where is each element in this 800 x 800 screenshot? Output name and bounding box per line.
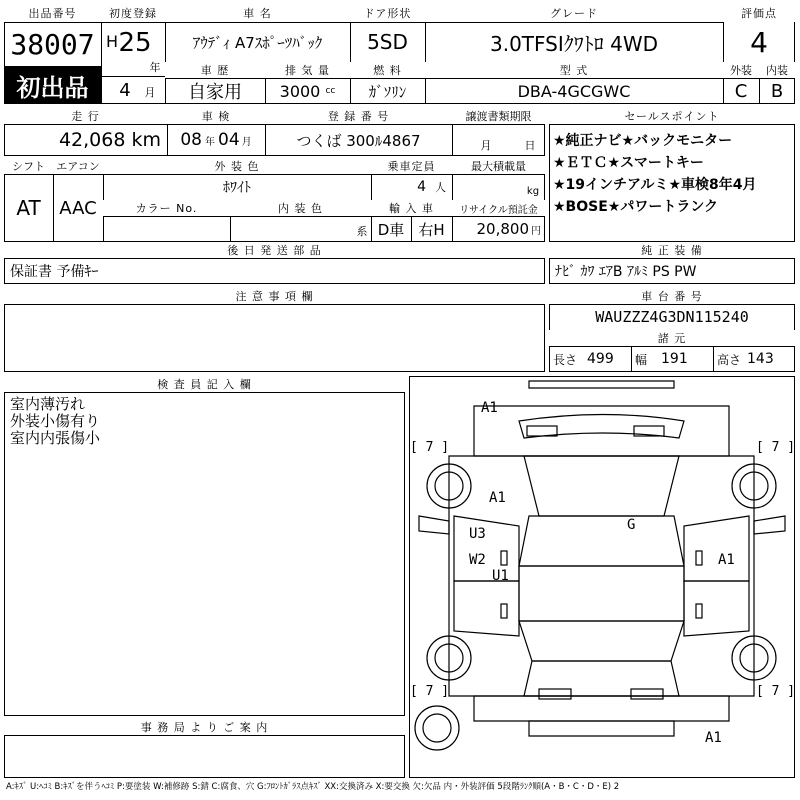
taillight-left [539, 689, 571, 699]
height [713, 346, 795, 372]
left-rear-door [454, 581, 519, 636]
recycle-value: 20,800 [476, 220, 529, 238]
ac: AAC [59, 197, 97, 219]
spare-tire-inner [423, 714, 451, 742]
capacity [371, 174, 452, 200]
tire-tread: [ 7 ] [410, 440, 450, 455]
divider [4, 735, 405, 736]
grade-label: グレード [425, 4, 723, 22]
chassis-number: WAUZZZ4G3DN115240 [595, 308, 749, 326]
recycle-unit: 円 [531, 225, 541, 237]
history-label: 車 歴 [165, 62, 265, 78]
height-value: 143 [747, 351, 774, 367]
fuel: ｶﾞｿﾘﾝ [368, 82, 407, 101]
door-handle [501, 604, 507, 618]
car-diagram [409, 376, 795, 778]
car-name-label: 車 名 [165, 4, 350, 22]
recycle [452, 216, 545, 242]
width-label: 幅 [635, 352, 648, 367]
door-handle [696, 551, 702, 565]
door-handle [501, 551, 507, 565]
office-label: 事 務 局 よ り ご 案 内 [4, 719, 405, 735]
sales-point-line: ★BOSE★パワートランク [553, 199, 719, 215]
later-parts-value: 保証書 予備ｷｰ [10, 264, 99, 280]
specs-label: 諸 元 [549, 330, 795, 346]
tire-tread: [ 7 ] [410, 684, 450, 699]
ac-label: エアコン [53, 158, 103, 174]
damage-legend: A:ｷｽﾞ U:ﾍｺﾐ B:ｷｽﾞを伴うﾍｺﾐ P:要塗装 W:補修跡 S:錆 C:腐食、穴 G:ﾌﾛﾝﾄｶﾞﾗｽ点ｷｽﾞ XX:交換済み X:要交換 欠:欠品 内・外装評価 5段階ﾗﾝｸ順(A・B・C・D・E) 2 [6, 782, 620, 792]
inspection-year-unit: 年 [205, 136, 215, 148]
damage-mark: U1 [492, 568, 509, 584]
inspection-year: 08 [180, 130, 202, 150]
inspector-remark: 室内薄汚れ [10, 395, 86, 413]
model-label: 型 式 [425, 62, 723, 78]
mirror-left [419, 516, 449, 534]
transfer-day-unit: 日 [524, 139, 536, 152]
windshield [519, 516, 684, 566]
divider [549, 124, 795, 125]
inspection-month-unit: 月 [241, 136, 252, 148]
transfer-deadline-label: 譲渡書類期限 [452, 108, 545, 124]
history: 自家用 [188, 82, 242, 103]
month-unit: 月 [144, 86, 156, 99]
damage-mark: A1 [718, 552, 735, 568]
chassis-label: 車 台 番 号 [549, 288, 795, 304]
length-label: 長さ [553, 352, 578, 367]
spare-tire [415, 706, 459, 750]
displacement-value: 3000 [279, 81, 321, 101]
score: 4 [750, 25, 768, 59]
height-label: 高さ [717, 352, 742, 367]
sales-points-label: セールスポイント [549, 108, 795, 124]
int-color-suffix: 系 [356, 225, 368, 238]
equipment-value: ﾅﾋﾞ ｶﾜ ｴｱB ｱﾙﾐ PS PW [555, 264, 697, 280]
car-name: ｱｳﾃﾞｨ A7ｽﾎﾟｰﾂﾊﾞｯｸ [192, 33, 323, 52]
era: H [105, 31, 119, 51]
front-section [474, 406, 729, 456]
first-reg-month: 4 [119, 79, 131, 101]
inspection-month: 04 [218, 130, 240, 150]
left-front-door [454, 516, 519, 581]
inspection [167, 124, 265, 156]
divider [101, 76, 165, 77]
grade: 3.0TFSIｸﾜﾄﾛ 4WD [489, 31, 659, 56]
right-rear-door [684, 581, 749, 636]
lot-number-label: 出品番号 [4, 4, 101, 22]
exterior-grade: C [734, 80, 748, 102]
tire-tread: [ 7 ] [756, 684, 796, 699]
length-value: 499 [587, 351, 614, 367]
fuel-label: 燃 料 [350, 62, 425, 78]
length [549, 346, 631, 372]
divider [4, 392, 405, 393]
steering: 右H [418, 220, 445, 239]
door-type-label: ドア形状 [350, 4, 425, 22]
mileage-label: 走 行 [4, 108, 167, 124]
displacement [265, 78, 350, 104]
interior-grade-label: 内装 [759, 62, 795, 78]
rear-window [519, 621, 684, 661]
taillight-right [631, 689, 663, 699]
inspection-label: 車 検 [167, 108, 265, 124]
roof [519, 566, 684, 621]
door-handle [696, 604, 702, 618]
damage-mark: W2 [469, 552, 486, 568]
mileage-value: 42,068 [58, 129, 126, 151]
mirror-right [754, 516, 785, 534]
plate-label: 登 録 番 号 [265, 108, 452, 124]
width-value: 191 [661, 351, 688, 367]
capacity-label: 乗車定員 [371, 158, 452, 174]
damage-mark: A1 [705, 730, 722, 746]
equipment-label: 純 正 装 備 [549, 242, 795, 258]
capacity-value: 4 [417, 179, 427, 195]
inspector-label: 検 査 員 記 入 欄 [4, 376, 405, 392]
exterior-grade-label: 外装 [723, 62, 759, 78]
import-value: D車 [377, 220, 405, 239]
transfer-month-unit: 月 [480, 139, 492, 152]
displacement-label: 排 気 量 [265, 62, 350, 78]
width [631, 346, 713, 372]
right-front-door [684, 516, 749, 581]
ext-color: ﾎﾜｲﾄ [223, 180, 251, 196]
plate: つくば 300ﾙ4867 [296, 131, 421, 150]
capacity-unit: 人 [435, 181, 446, 194]
damage-mark: A1 [481, 400, 498, 416]
ext-color-label: 外 装 色 [103, 158, 371, 174]
shift-label: シフト [4, 158, 53, 174]
door-type: 5SD [367, 30, 408, 54]
damage-mark: A1 [489, 490, 506, 506]
load-label: 最大積載量 [452, 158, 545, 174]
sales-point-line: ★純正ナビ★バックモニター [553, 133, 733, 149]
mileage [4, 124, 167, 156]
lot-number: 38007 [10, 27, 95, 61]
int-color-label: 内 装 色 [230, 200, 371, 216]
color-no-label: カラー No. [103, 200, 230, 216]
score-label: 評価点 [723, 4, 795, 22]
import-label: 輸 入 車 [371, 200, 452, 216]
later-parts-label: 後 日 発 送 部 品 [4, 242, 545, 258]
model-code: DBA-4GCGWC [517, 81, 631, 101]
year-unit: 年 [149, 61, 161, 74]
mileage-unit: km [131, 129, 161, 151]
sales-point-line: ★19インチアルミ★車検8年4月 [553, 177, 757, 193]
damage-mark: G [627, 517, 636, 533]
trunk [524, 661, 679, 696]
load-unit: kg [526, 185, 540, 197]
notes-label: 注 意 事 項 欄 [4, 288, 545, 304]
displacement-unit: cc [325, 86, 336, 96]
hood [524, 456, 679, 516]
divider [4, 304, 545, 305]
first-reg-label: 初度登録 [101, 4, 165, 22]
first-listing-badge: 初出品 [4, 66, 101, 104]
rear-bumper [529, 721, 674, 736]
recycle-label: リサイクル預託金 [452, 200, 545, 216]
rear-section [474, 696, 729, 721]
inspector-remark: 室内内張傷小 [10, 429, 101, 447]
first-reg-year: 25 [118, 28, 152, 58]
shift: AT [16, 196, 41, 220]
tire-tread: [ 7 ] [756, 440, 796, 455]
sales-point-line: ★ＥＴＣ★スマートキー [553, 155, 704, 171]
front-bumper [529, 381, 674, 388]
inspector-remark: 外装小傷有り [10, 412, 101, 430]
interior-grade: B [770, 80, 784, 102]
damage-mark: U3 [469, 526, 486, 542]
